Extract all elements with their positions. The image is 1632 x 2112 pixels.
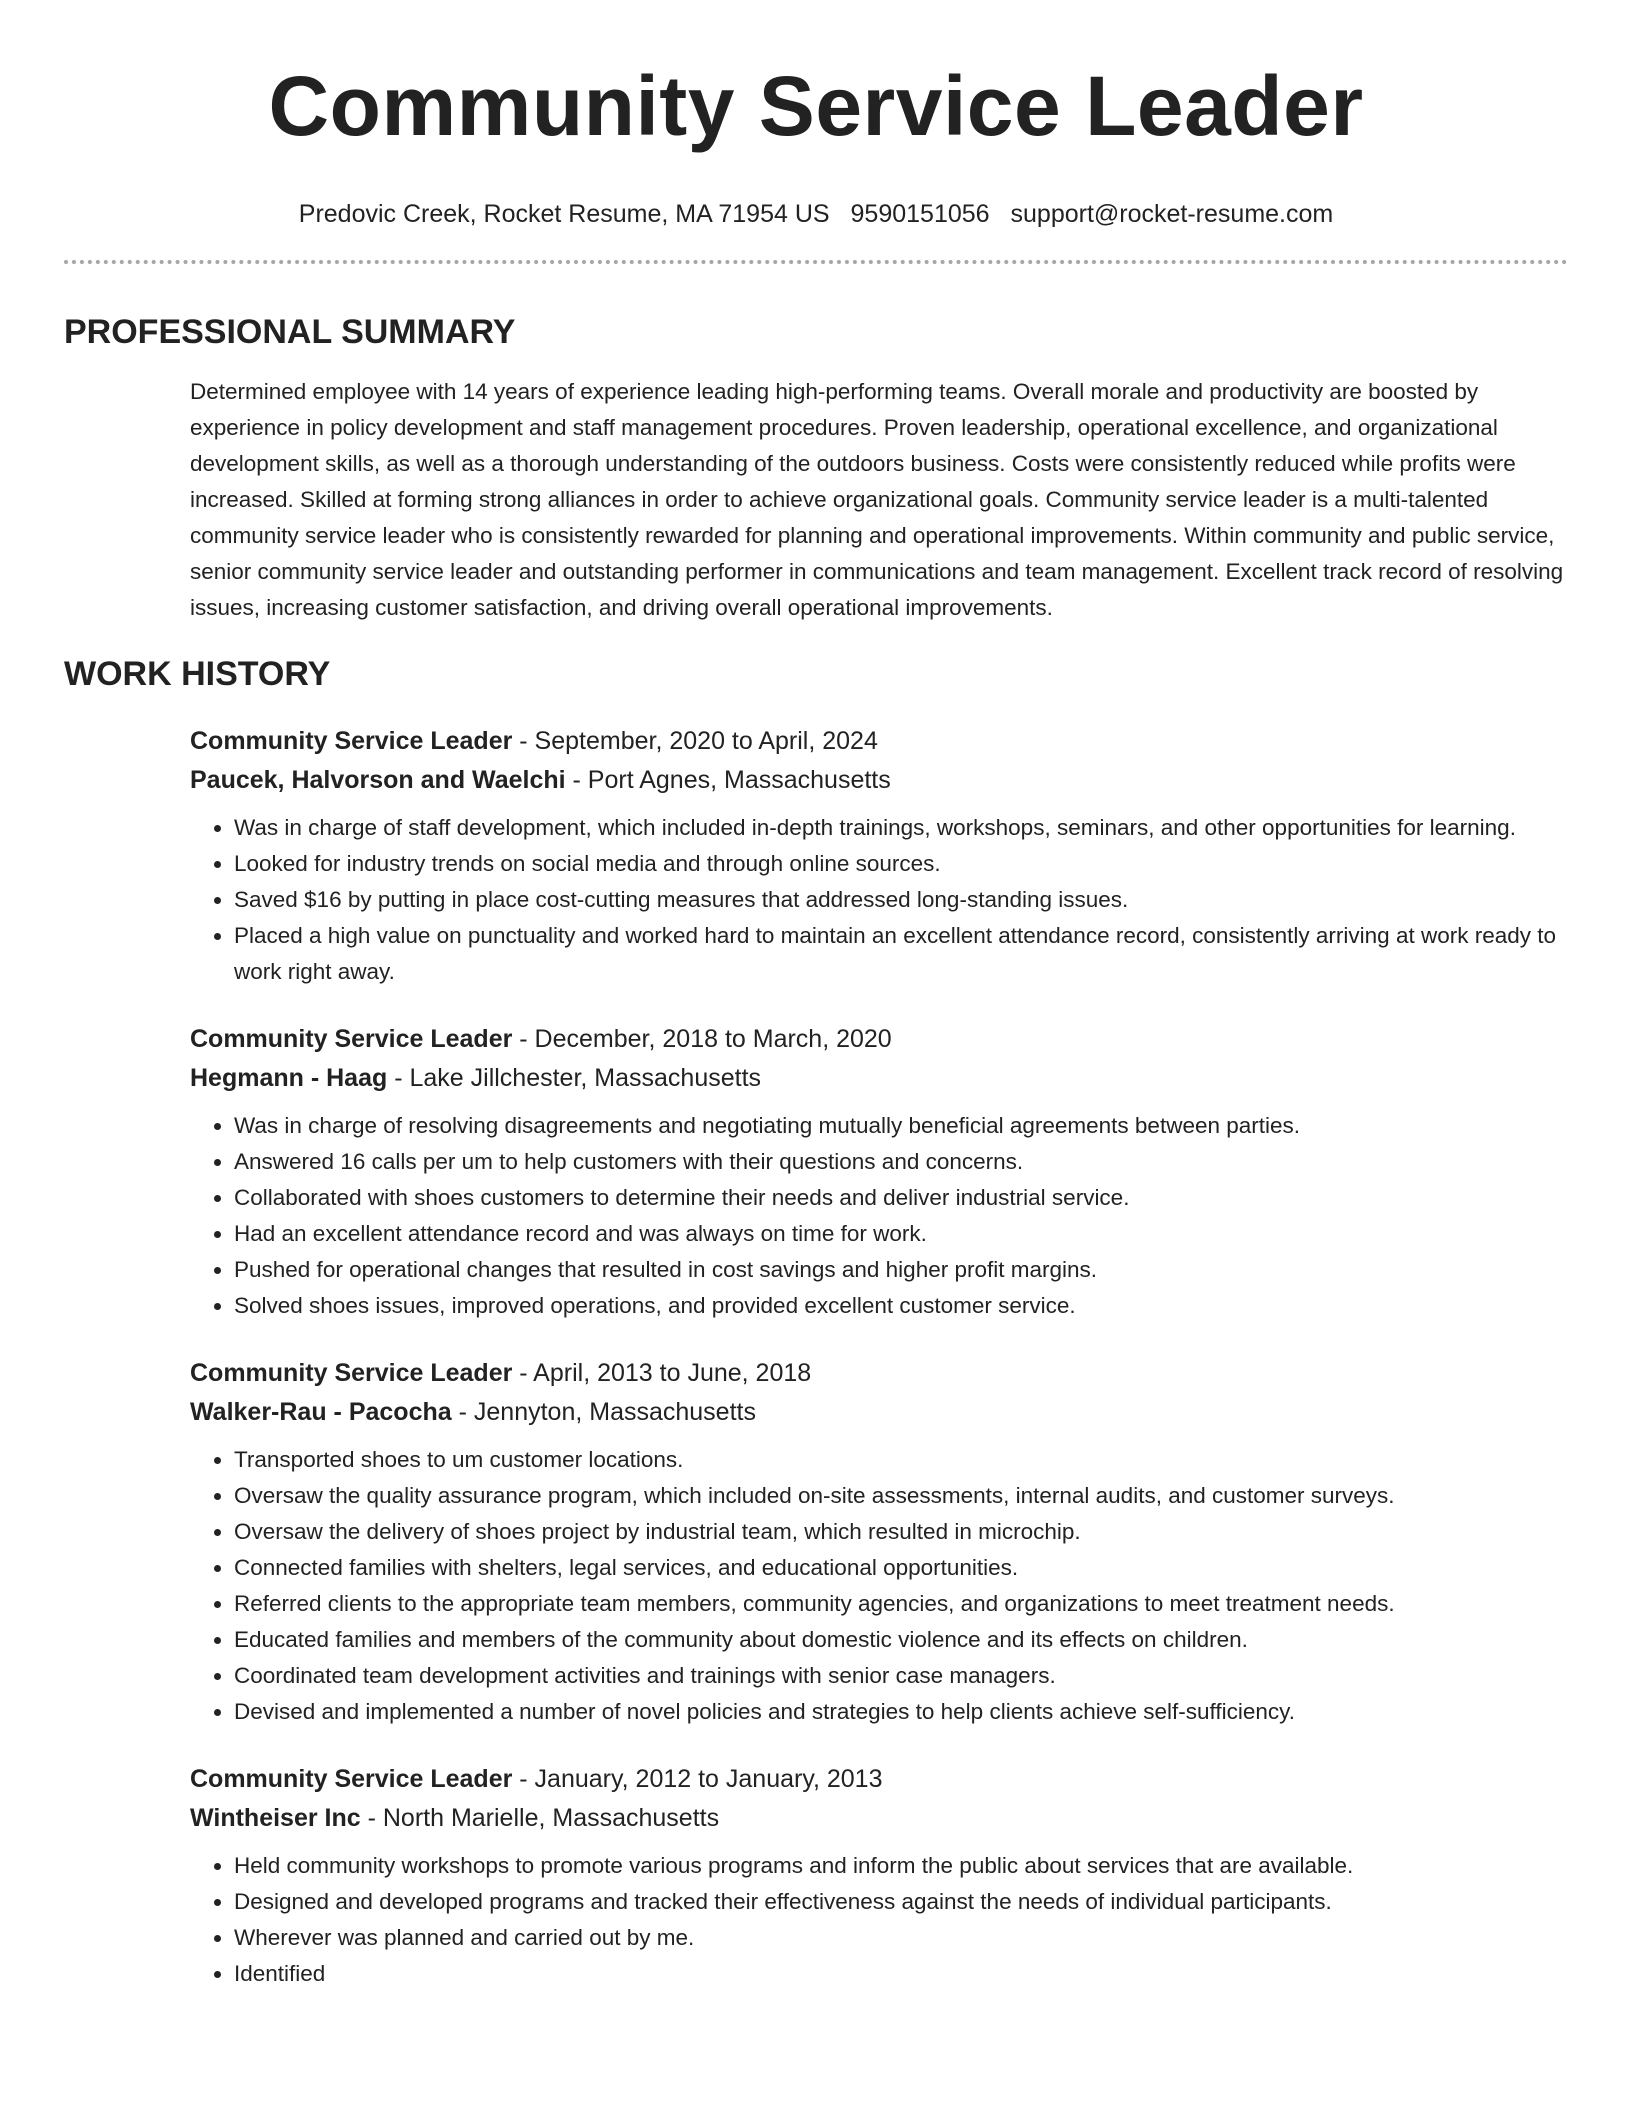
job-company: Paucek, Halvorson and Waelchi	[190, 766, 566, 794]
job-bullets	[190, 1108, 1568, 1324]
job-company: Hegmann - Haag	[190, 1064, 388, 1092]
job-location: - Port Agnes, Massachusetts	[565, 766, 891, 794]
summary-heading: PROFESSIONAL SUMMARY	[64, 313, 516, 351]
job-bullet: • Collaborated with shoes customers to determine their needs and deliver industrial service.	[234, 1180, 1568, 1216]
job-role: Community Service Leader	[190, 1765, 513, 1793]
job-bullet: • Coordinated team development activities and trainings with senior case managers.	[234, 1658, 1568, 1694]
job-dates: - April, 2013 to June, 2018	[512, 1359, 812, 1387]
contact-address: Predovic Creek, Rocket Resume, MA 71954 US	[298, 200, 830, 228]
job-bullet: • Referred clients to the appropriate team members, community agencies, and organizations to meet treatment needs.	[234, 1586, 1568, 1622]
job-bullets	[190, 1848, 1568, 1992]
job-bullet: • Wherever was planned and carried out by me.	[234, 1920, 1568, 1956]
work-history-heading: WORK HISTORY	[64, 655, 331, 693]
job-dates: - September, 2020 to April, 2024	[512, 727, 878, 755]
resume-page	[64, 0, 1568, 1992]
job-bullet: • Solved shoes issues, improved operations, and provided excellent customer service.	[234, 1288, 1568, 1324]
header-divider	[64, 260, 1568, 264]
job-entry	[190, 1760, 1568, 1992]
job-role: Community Service Leader	[190, 1359, 513, 1387]
contact-line	[64, 198, 1568, 230]
job-title-line	[190, 1354, 1568, 1393]
candidate-name: Community Service Leader	[268, 59, 1364, 153]
summary-text: Determined employee with 14 years of experience leading high-performing teams. Overall morale and productivity are boosted by experience in policy development and staff management procedures. Proven leadership, operational excellence, and organizational development skills, as well as a thorough understanding of the outdoors business. Costs were consistently reduced while profits were increased. Skilled at forming strong alliances in order to achieve organizational goals. Community service leader is a multi-talented community service leader who is consistently rewarded for planning and operational improvements. Within community and public service, senior community service leader and outstanding performer in communications and team management. Excellent track record of resolving issues, increasing customer satisfaction, and driving overall operational improvements.	[190, 379, 1564, 620]
job-bullet: • Was in charge of resolving disagreements and negotiating mutually beneficial agreements between parties.	[234, 1108, 1568, 1144]
job-bullet: • Answered 16 calls per um to help customers with their questions and concerns.	[234, 1144, 1568, 1180]
job-bullet: • Designed and developed programs and tracked their effectiveness against the needs of individual participants.	[234, 1884, 1568, 1920]
job-entry	[190, 1354, 1568, 1730]
contact-email: support@rocket-resume.com	[1010, 200, 1334, 228]
contact-phone: 9590151056	[850, 200, 990, 228]
job-location: - Lake Jillchester, Massachusetts	[387, 1064, 762, 1092]
job-bullet: • Devised and implemented a number of novel policies and strategies to help clients achieve self-sufficiency.	[234, 1694, 1568, 1730]
job-bullet: • Oversaw the quality assurance program, which included on-site assessments, internal audits, and customer surveys.	[234, 1478, 1568, 1514]
job-bullets	[190, 810, 1568, 990]
job-title-line	[190, 722, 1568, 761]
job-role: Community Service Leader	[190, 727, 513, 755]
job-company-line	[190, 761, 1568, 800]
job-bullet: • Was in charge of staff development, which included in-depth trainings, workshops, seminars, and other opportunities for learning.	[234, 810, 1568, 846]
job-location: - North Marielle, Massachusetts	[360, 1804, 720, 1832]
job-bullet: • Identified	[234, 1956, 1568, 1992]
job-role: Community Service Leader	[190, 1025, 513, 1053]
job-dates: - December, 2018 to March, 2020	[512, 1025, 892, 1053]
job-bullet: • Placed a high value on punctuality and worked hard to maintain an excellent attendance record, consistently arriving at work ready to work right away.	[234, 918, 1568, 990]
job-location: - Jennyton, Massachusetts	[451, 1398, 756, 1426]
job-title-line	[190, 1020, 1568, 1059]
job-company-line	[190, 1799, 1568, 1838]
job-bullet: • Oversaw the delivery of shoes project by industrial team, which resulted in microchip.	[234, 1514, 1568, 1550]
job-dates: - January, 2012 to January, 2013	[512, 1765, 883, 1793]
job-entry	[190, 722, 1568, 990]
job-entry	[190, 1020, 1568, 1324]
job-bullet: • Saved $16 by putting in place cost-cutting measures that addressed long-standing issues.	[234, 882, 1568, 918]
job-company: Wintheiser Inc	[190, 1804, 361, 1832]
job-bullet: • Educated families and members of the community about domestic violence and its effects on children.	[234, 1622, 1568, 1658]
job-bullet: • Connected families with shelters, legal services, and educational opportunities.	[234, 1550, 1568, 1586]
job-company: Walker-Rau - Pacocha	[190, 1398, 452, 1426]
job-bullet: • Had an excellent attendance record and was always on time for work.	[234, 1216, 1568, 1252]
job-company-line	[190, 1393, 1568, 1432]
job-bullet: • Looked for industry trends on social media and through online sources.	[234, 846, 1568, 882]
job-company-line	[190, 1059, 1568, 1098]
job-bullet: • Transported shoes to um customer locations.	[234, 1442, 1568, 1478]
job-bullets	[190, 1442, 1568, 1730]
job-title-line	[190, 1760, 1568, 1799]
job-bullet: • Held community workshops to promote various programs and inform the public about services that are available.	[234, 1848, 1568, 1884]
job-bullet: • Pushed for operational changes that resulted in cost savings and higher profit margins.	[234, 1252, 1568, 1288]
